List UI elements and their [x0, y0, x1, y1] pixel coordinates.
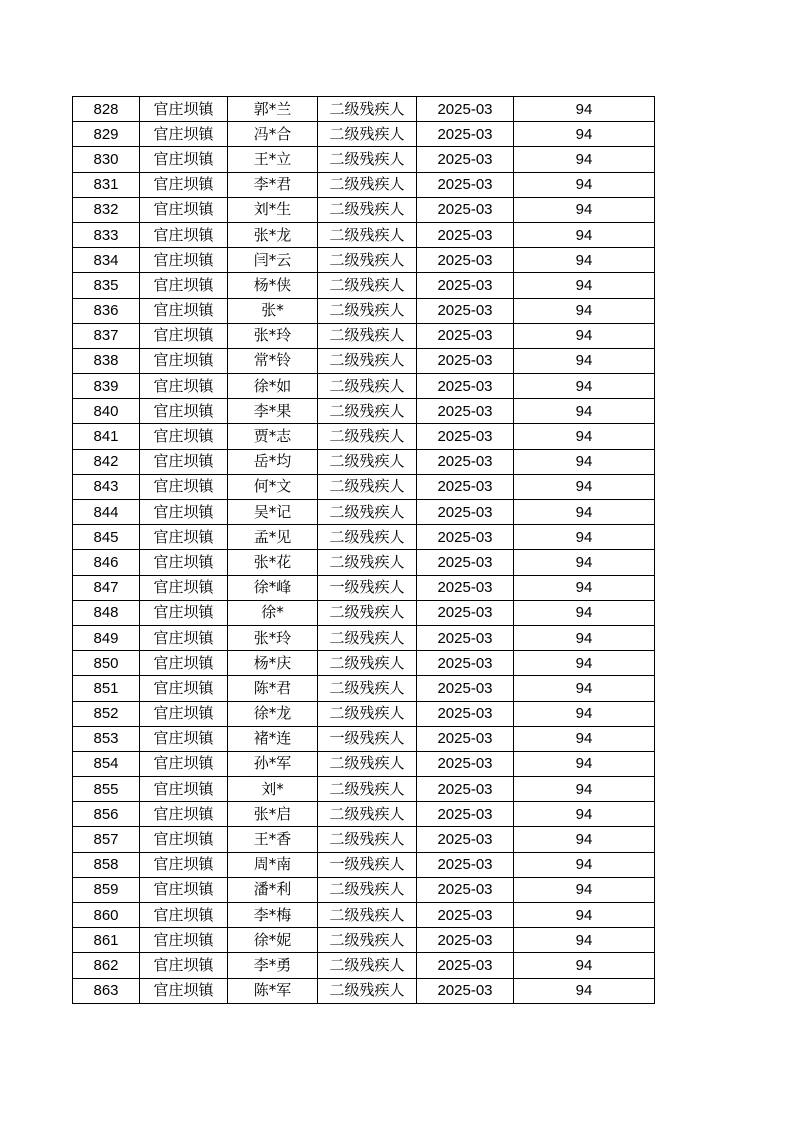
amount-cell: 94: [514, 197, 655, 222]
disability-level-cell: 一级残疾人: [318, 852, 417, 877]
row-number-cell: 831: [73, 172, 140, 197]
table-row: [73, 978, 655, 1003]
person-name-cell: 吴*记: [228, 500, 318, 525]
table-row: [73, 122, 655, 147]
month-cell: 2025-03: [417, 222, 514, 247]
town-cell: 官庄坝镇: [140, 953, 228, 978]
month-cell: 2025-03: [417, 651, 514, 676]
row-number-cell: 833: [73, 222, 140, 247]
month-cell: 2025-03: [417, 525, 514, 550]
town-cell: 官庄坝镇: [140, 903, 228, 928]
amount-cell: 94: [514, 348, 655, 373]
table-row: [73, 97, 655, 122]
row-number-cell: 830: [73, 147, 140, 172]
row-number-cell: 836: [73, 298, 140, 323]
person-name-cell: 刘*生: [228, 197, 318, 222]
disability-level-cell: 二级残疾人: [318, 500, 417, 525]
town-cell: 官庄坝镇: [140, 852, 228, 877]
amount-cell: 94: [514, 953, 655, 978]
disability-level-cell: 二级残疾人: [318, 928, 417, 953]
town-cell: 官庄坝镇: [140, 374, 228, 399]
amount-cell: 94: [514, 374, 655, 399]
row-number-cell: 862: [73, 953, 140, 978]
month-cell: 2025-03: [417, 323, 514, 348]
town-cell: 官庄坝镇: [140, 751, 228, 776]
row-number-cell: 837: [73, 323, 140, 348]
row-number-cell: 854: [73, 751, 140, 776]
row-number-cell: 860: [73, 903, 140, 928]
month-cell: 2025-03: [417, 928, 514, 953]
disability-level-cell: 二级残疾人: [318, 474, 417, 499]
person-name-cell: 郭*兰: [228, 97, 318, 122]
disability-level-cell: 二级残疾人: [318, 172, 417, 197]
person-name-cell: 张*花: [228, 550, 318, 575]
person-name-cell: 周*南: [228, 852, 318, 877]
town-cell: 官庄坝镇: [140, 701, 228, 726]
town-cell: 官庄坝镇: [140, 348, 228, 373]
town-cell: 官庄坝镇: [140, 500, 228, 525]
table-row: [73, 827, 655, 852]
month-cell: 2025-03: [417, 802, 514, 827]
month-cell: 2025-03: [417, 550, 514, 575]
row-number-cell: 849: [73, 625, 140, 650]
row-number-cell: 843: [73, 474, 140, 499]
disability-level-cell: 二级残疾人: [318, 802, 417, 827]
subsidy-table: [72, 96, 655, 1004]
town-cell: 官庄坝镇: [140, 600, 228, 625]
town-cell: 官庄坝镇: [140, 575, 228, 600]
month-cell: 2025-03: [417, 374, 514, 399]
table-row: [73, 953, 655, 978]
table-row: [73, 323, 655, 348]
person-name-cell: 徐*峰: [228, 575, 318, 600]
month-cell: 2025-03: [417, 147, 514, 172]
month-cell: 2025-03: [417, 701, 514, 726]
table-row: [73, 449, 655, 474]
disability-level-cell: 二级残疾人: [318, 449, 417, 474]
town-cell: 官庄坝镇: [140, 248, 228, 273]
disability-level-cell: 二级残疾人: [318, 97, 417, 122]
disability-level-cell: 二级残疾人: [318, 248, 417, 273]
amount-cell: 94: [514, 802, 655, 827]
amount-cell: 94: [514, 172, 655, 197]
table-row: [73, 928, 655, 953]
town-cell: 官庄坝镇: [140, 399, 228, 424]
table-row: [73, 248, 655, 273]
row-number-cell: 844: [73, 500, 140, 525]
amount-cell: 94: [514, 575, 655, 600]
person-name-cell: 陈*君: [228, 676, 318, 701]
town-cell: 官庄坝镇: [140, 625, 228, 650]
amount-cell: 94: [514, 877, 655, 902]
person-name-cell: 岳*均: [228, 449, 318, 474]
amount-cell: 94: [514, 827, 655, 852]
row-number-cell: 857: [73, 827, 140, 852]
month-cell: 2025-03: [417, 575, 514, 600]
amount-cell: 94: [514, 122, 655, 147]
amount-cell: 94: [514, 903, 655, 928]
month-cell: 2025-03: [417, 726, 514, 751]
person-name-cell: 冯*合: [228, 122, 318, 147]
person-name-cell: 徐*妮: [228, 928, 318, 953]
town-cell: 官庄坝镇: [140, 97, 228, 122]
amount-cell: 94: [514, 978, 655, 1003]
person-name-cell: 陈*军: [228, 978, 318, 1003]
town-cell: 官庄坝镇: [140, 928, 228, 953]
person-name-cell: 张*玲: [228, 625, 318, 650]
person-name-cell: 张*启: [228, 802, 318, 827]
row-number-cell: 845: [73, 525, 140, 550]
disability-level-cell: 二级残疾人: [318, 676, 417, 701]
table-row: [73, 852, 655, 877]
disability-level-cell: 二级残疾人: [318, 298, 417, 323]
row-number-cell: 859: [73, 877, 140, 902]
disability-level-cell: 二级残疾人: [318, 424, 417, 449]
table-row: [73, 726, 655, 751]
disability-level-cell: 一级残疾人: [318, 726, 417, 751]
table-row: [73, 399, 655, 424]
month-cell: 2025-03: [417, 298, 514, 323]
amount-cell: 94: [514, 726, 655, 751]
month-cell: 2025-03: [417, 122, 514, 147]
amount-cell: 94: [514, 852, 655, 877]
disability-level-cell: 二级残疾人: [318, 348, 417, 373]
row-number-cell: 848: [73, 600, 140, 625]
person-name-cell: 李*梅: [228, 903, 318, 928]
disability-level-cell: 二级残疾人: [318, 374, 417, 399]
month-cell: 2025-03: [417, 600, 514, 625]
row-number-cell: 829: [73, 122, 140, 147]
table-row: [73, 348, 655, 373]
town-cell: 官庄坝镇: [140, 877, 228, 902]
town-cell: 官庄坝镇: [140, 172, 228, 197]
month-cell: 2025-03: [417, 676, 514, 701]
amount-cell: 94: [514, 550, 655, 575]
disability-level-cell: 二级残疾人: [318, 550, 417, 575]
table-row: [73, 374, 655, 399]
person-name-cell: 王*香: [228, 827, 318, 852]
disability-level-cell: 二级残疾人: [318, 525, 417, 550]
amount-cell: 94: [514, 222, 655, 247]
person-name-cell: 孙*军: [228, 751, 318, 776]
row-number-cell: 834: [73, 248, 140, 273]
month-cell: 2025-03: [417, 449, 514, 474]
amount-cell: 94: [514, 323, 655, 348]
disability-level-cell: 二级残疾人: [318, 399, 417, 424]
table-row: [73, 676, 655, 701]
row-number-cell: 856: [73, 802, 140, 827]
table-row: [73, 701, 655, 726]
town-cell: 官庄坝镇: [140, 474, 228, 499]
table-row: [73, 877, 655, 902]
amount-cell: 94: [514, 525, 655, 550]
month-cell: 2025-03: [417, 273, 514, 298]
town-cell: 官庄坝镇: [140, 147, 228, 172]
amount-cell: 94: [514, 928, 655, 953]
town-cell: 官庄坝镇: [140, 525, 228, 550]
person-name-cell: 何*文: [228, 474, 318, 499]
table-row: [73, 197, 655, 222]
month-cell: 2025-03: [417, 500, 514, 525]
row-number-cell: 863: [73, 978, 140, 1003]
person-name-cell: 孟*见: [228, 525, 318, 550]
disability-level-cell: 二级残疾人: [318, 701, 417, 726]
amount-cell: 94: [514, 449, 655, 474]
person-name-cell: 李*勇: [228, 953, 318, 978]
table-row: [73, 903, 655, 928]
amount-cell: 94: [514, 399, 655, 424]
month-cell: 2025-03: [417, 399, 514, 424]
table-row: [73, 751, 655, 776]
town-cell: 官庄坝镇: [140, 802, 228, 827]
person-name-cell: 杨*侠: [228, 273, 318, 298]
month-cell: 2025-03: [417, 903, 514, 928]
disability-level-cell: 二级残疾人: [318, 903, 417, 928]
month-cell: 2025-03: [417, 172, 514, 197]
person-name-cell: 王*立: [228, 147, 318, 172]
person-name-cell: 闫*云: [228, 248, 318, 273]
town-cell: 官庄坝镇: [140, 676, 228, 701]
town-cell: 官庄坝镇: [140, 273, 228, 298]
town-cell: 官庄坝镇: [140, 122, 228, 147]
row-number-cell: 838: [73, 348, 140, 373]
disability-level-cell: 二级残疾人: [318, 777, 417, 802]
table-row: [73, 575, 655, 600]
town-cell: 官庄坝镇: [140, 550, 228, 575]
table-row: [73, 298, 655, 323]
month-cell: 2025-03: [417, 348, 514, 373]
row-number-cell: 858: [73, 852, 140, 877]
disability-level-cell: 二级残疾人: [318, 651, 417, 676]
disability-level-cell: 二级残疾人: [318, 827, 417, 852]
month-cell: 2025-03: [417, 751, 514, 776]
disability-level-cell: 二级残疾人: [318, 877, 417, 902]
disability-level-cell: 二级残疾人: [318, 323, 417, 348]
row-number-cell: 850: [73, 651, 140, 676]
disability-level-cell: 二级残疾人: [318, 197, 417, 222]
amount-cell: 94: [514, 248, 655, 273]
row-number-cell: 841: [73, 424, 140, 449]
disability-level-cell: 二级残疾人: [318, 751, 417, 776]
month-cell: 2025-03: [417, 424, 514, 449]
month-cell: 2025-03: [417, 625, 514, 650]
person-name-cell: 张*: [228, 298, 318, 323]
table-row: [73, 147, 655, 172]
month-cell: 2025-03: [417, 777, 514, 802]
person-name-cell: 张*玲: [228, 323, 318, 348]
table-body: [73, 97, 655, 1004]
disability-level-cell: 二级残疾人: [318, 625, 417, 650]
amount-cell: 94: [514, 273, 655, 298]
table-row: [73, 550, 655, 575]
row-number-cell: 847: [73, 575, 140, 600]
disability-level-cell: 一级残疾人: [318, 575, 417, 600]
table-row: [73, 600, 655, 625]
person-name-cell: 张*龙: [228, 222, 318, 247]
month-cell: 2025-03: [417, 197, 514, 222]
amount-cell: 94: [514, 651, 655, 676]
amount-cell: 94: [514, 751, 655, 776]
person-name-cell: 杨*庆: [228, 651, 318, 676]
month-cell: 2025-03: [417, 474, 514, 499]
month-cell: 2025-03: [417, 877, 514, 902]
town-cell: 官庄坝镇: [140, 323, 228, 348]
disability-level-cell: 二级残疾人: [318, 953, 417, 978]
amount-cell: 94: [514, 625, 655, 650]
town-cell: 官庄坝镇: [140, 222, 228, 247]
amount-cell: 94: [514, 97, 655, 122]
row-number-cell: 842: [73, 449, 140, 474]
person-name-cell: 潘*利: [228, 877, 318, 902]
disability-level-cell: 二级残疾人: [318, 147, 417, 172]
table-row: [73, 273, 655, 298]
amount-cell: 94: [514, 777, 655, 802]
town-cell: 官庄坝镇: [140, 978, 228, 1003]
town-cell: 官庄坝镇: [140, 726, 228, 751]
amount-cell: 94: [514, 298, 655, 323]
row-number-cell: 839: [73, 374, 140, 399]
row-number-cell: 851: [73, 676, 140, 701]
month-cell: 2025-03: [417, 953, 514, 978]
disability-level-cell: 二级残疾人: [318, 222, 417, 247]
month-cell: 2025-03: [417, 827, 514, 852]
amount-cell: 94: [514, 424, 655, 449]
row-number-cell: 852: [73, 701, 140, 726]
table-row: [73, 777, 655, 802]
table-row: [73, 474, 655, 499]
town-cell: 官庄坝镇: [140, 449, 228, 474]
town-cell: 官庄坝镇: [140, 777, 228, 802]
person-name-cell: 徐*龙: [228, 701, 318, 726]
amount-cell: 94: [514, 600, 655, 625]
month-cell: 2025-03: [417, 978, 514, 1003]
table-row: [73, 651, 655, 676]
disability-level-cell: 二级残疾人: [318, 978, 417, 1003]
person-name-cell: 常*铃: [228, 348, 318, 373]
amount-cell: 94: [514, 147, 655, 172]
row-number-cell: 846: [73, 550, 140, 575]
table-row: [73, 525, 655, 550]
row-number-cell: 832: [73, 197, 140, 222]
town-cell: 官庄坝镇: [140, 197, 228, 222]
person-name-cell: 贾*志: [228, 424, 318, 449]
table-row: [73, 424, 655, 449]
person-name-cell: 徐*如: [228, 374, 318, 399]
town-cell: 官庄坝镇: [140, 298, 228, 323]
disability-level-cell: 二级残疾人: [318, 600, 417, 625]
row-number-cell: 835: [73, 273, 140, 298]
town-cell: 官庄坝镇: [140, 651, 228, 676]
person-name-cell: 徐*: [228, 600, 318, 625]
person-name-cell: 褚*连: [228, 726, 318, 751]
table-row: [73, 802, 655, 827]
row-number-cell: 861: [73, 928, 140, 953]
month-cell: 2025-03: [417, 248, 514, 273]
amount-cell: 94: [514, 676, 655, 701]
table-row: [73, 172, 655, 197]
table-row: [73, 222, 655, 247]
row-number-cell: 855: [73, 777, 140, 802]
person-name-cell: 李*果: [228, 399, 318, 424]
amount-cell: 94: [514, 500, 655, 525]
month-cell: 2025-03: [417, 97, 514, 122]
row-number-cell: 840: [73, 399, 140, 424]
amount-cell: 94: [514, 701, 655, 726]
town-cell: 官庄坝镇: [140, 424, 228, 449]
disability-level-cell: 二级残疾人: [318, 273, 417, 298]
row-number-cell: 828: [73, 97, 140, 122]
row-number-cell: 853: [73, 726, 140, 751]
person-name-cell: 刘*: [228, 777, 318, 802]
table-row: [73, 500, 655, 525]
month-cell: 2025-03: [417, 852, 514, 877]
person-name-cell: 李*君: [228, 172, 318, 197]
table-row: [73, 625, 655, 650]
amount-cell: 94: [514, 474, 655, 499]
disability-level-cell: 二级残疾人: [318, 122, 417, 147]
town-cell: 官庄坝镇: [140, 827, 228, 852]
